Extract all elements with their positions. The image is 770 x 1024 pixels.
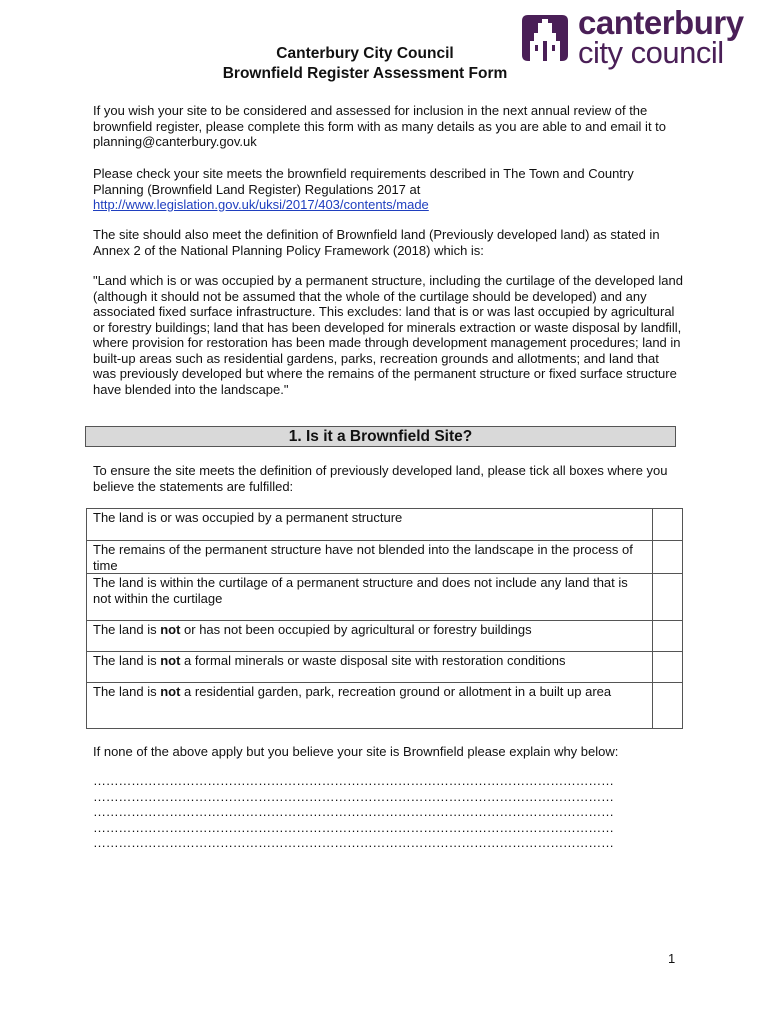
answer-line[interactable]: …………………………………………………………………………………………………………… [93, 788, 614, 804]
title-form-name: Brownfield Register Assessment Form [222, 65, 508, 82]
explanation-answer-area[interactable] [93, 773, 683, 851]
table-row [87, 683, 683, 729]
table-row [87, 652, 683, 683]
section-1-instruction: To ensure the site meets the definition of previously developed land, please tick all boxes where you believe the statements are fulfilled: [93, 463, 668, 494]
statement-cell: The land is not a residential garden, park, recreation ground or allotment in a built up area [87, 683, 653, 729]
tick-box[interactable] [653, 621, 683, 652]
intro-paragraph-1: If you wish your site to be considered and assessed for inclusion in the next annual review of the brownfield register, please complete this form with as many details as you are able to and email it to planning@canterbury.gov.uk [93, 103, 667, 149]
pdl-definition-quote: "Land which is or was occupied by a permanent structure, including the curtilage of the developed land (although it should not be assumed that the whole of the curtilage should be developed) and any associated fixed surface infrastructure. This excludes: land that is or was last occupied by agricultural or forestry buildings; land that has been developed for minerals extraction or waste disposal by landfill, where provision for restoration has been made through development management procedures; land in built-up areas such as residential gardens, parks, recreation grounds and allotments; and land that was previously developed but where the remains of the permanent structure or fixed surface structure have blended into the landscape." [93, 273, 683, 397]
title-council: Canterbury City Council [276, 45, 454, 62]
table-row [87, 574, 683, 621]
section-1-heading: 1. Is it a Brownfield Site? [85, 426, 676, 447]
tick-box[interactable] [653, 652, 683, 683]
statement-cell: The land is not or has not been occupied by agricultural or forestry buildings [87, 621, 653, 652]
legislation-link[interactable]: http://www.legislation.gov.uk/uksi/2017/403/contents/made [93, 197, 429, 212]
regulations-text: Please check your site meets the brownfield requirements described in The Town and Country Planning (Brownfield Land Register) Regulations 2017 at [93, 166, 634, 197]
tick-box[interactable] [653, 509, 683, 541]
tick-box[interactable] [653, 541, 683, 574]
form-title [160, 44, 570, 84]
intro-paragraph-2 [93, 166, 683, 213]
statement-cell: The land is or was occupied by a permanent structure [87, 509, 653, 541]
logo-text-canterbury: canterbury [578, 4, 744, 41]
logo-text-city-council: city council [578, 35, 724, 70]
table-row [87, 621, 683, 652]
tick-box[interactable] [653, 683, 683, 729]
statement-cell: The land is within the curtilage of a permanent structure and does not include any land that is not within the curtilage [87, 574, 653, 621]
statement-cell: The land is not a formal minerals or waste disposal site with restoration conditions [87, 652, 653, 683]
answer-line[interactable]: …………………………………………………………………………………………………………… [93, 773, 614, 788]
intro-paragraph-3: The site should also meet the definition of Brownfield land (Previously developed land) as stated in Annex 2 of the National Planning Policy Framework (2018) which is: [93, 227, 660, 258]
explain-prompt: If none of the above apply but you believe your site is Brownfield please explain why below: [93, 744, 619, 759]
answer-line[interactable]: …………………………………………………………………………………………………………… [93, 835, 614, 850]
answer-line[interactable]: …………………………………………………………………………………………………………… [93, 819, 614, 835]
statement-cell: The remains of the permanent structure have not blended into the landscape in the process of time [87, 541, 653, 574]
tick-box[interactable] [653, 574, 683, 621]
brownfield-checklist-table [86, 508, 683, 729]
table-row [87, 541, 683, 574]
table-row [87, 509, 683, 541]
page-number: 1 [668, 951, 676, 966]
answer-line[interactable]: …………………………………………………………………………………………………………… [93, 804, 614, 819]
